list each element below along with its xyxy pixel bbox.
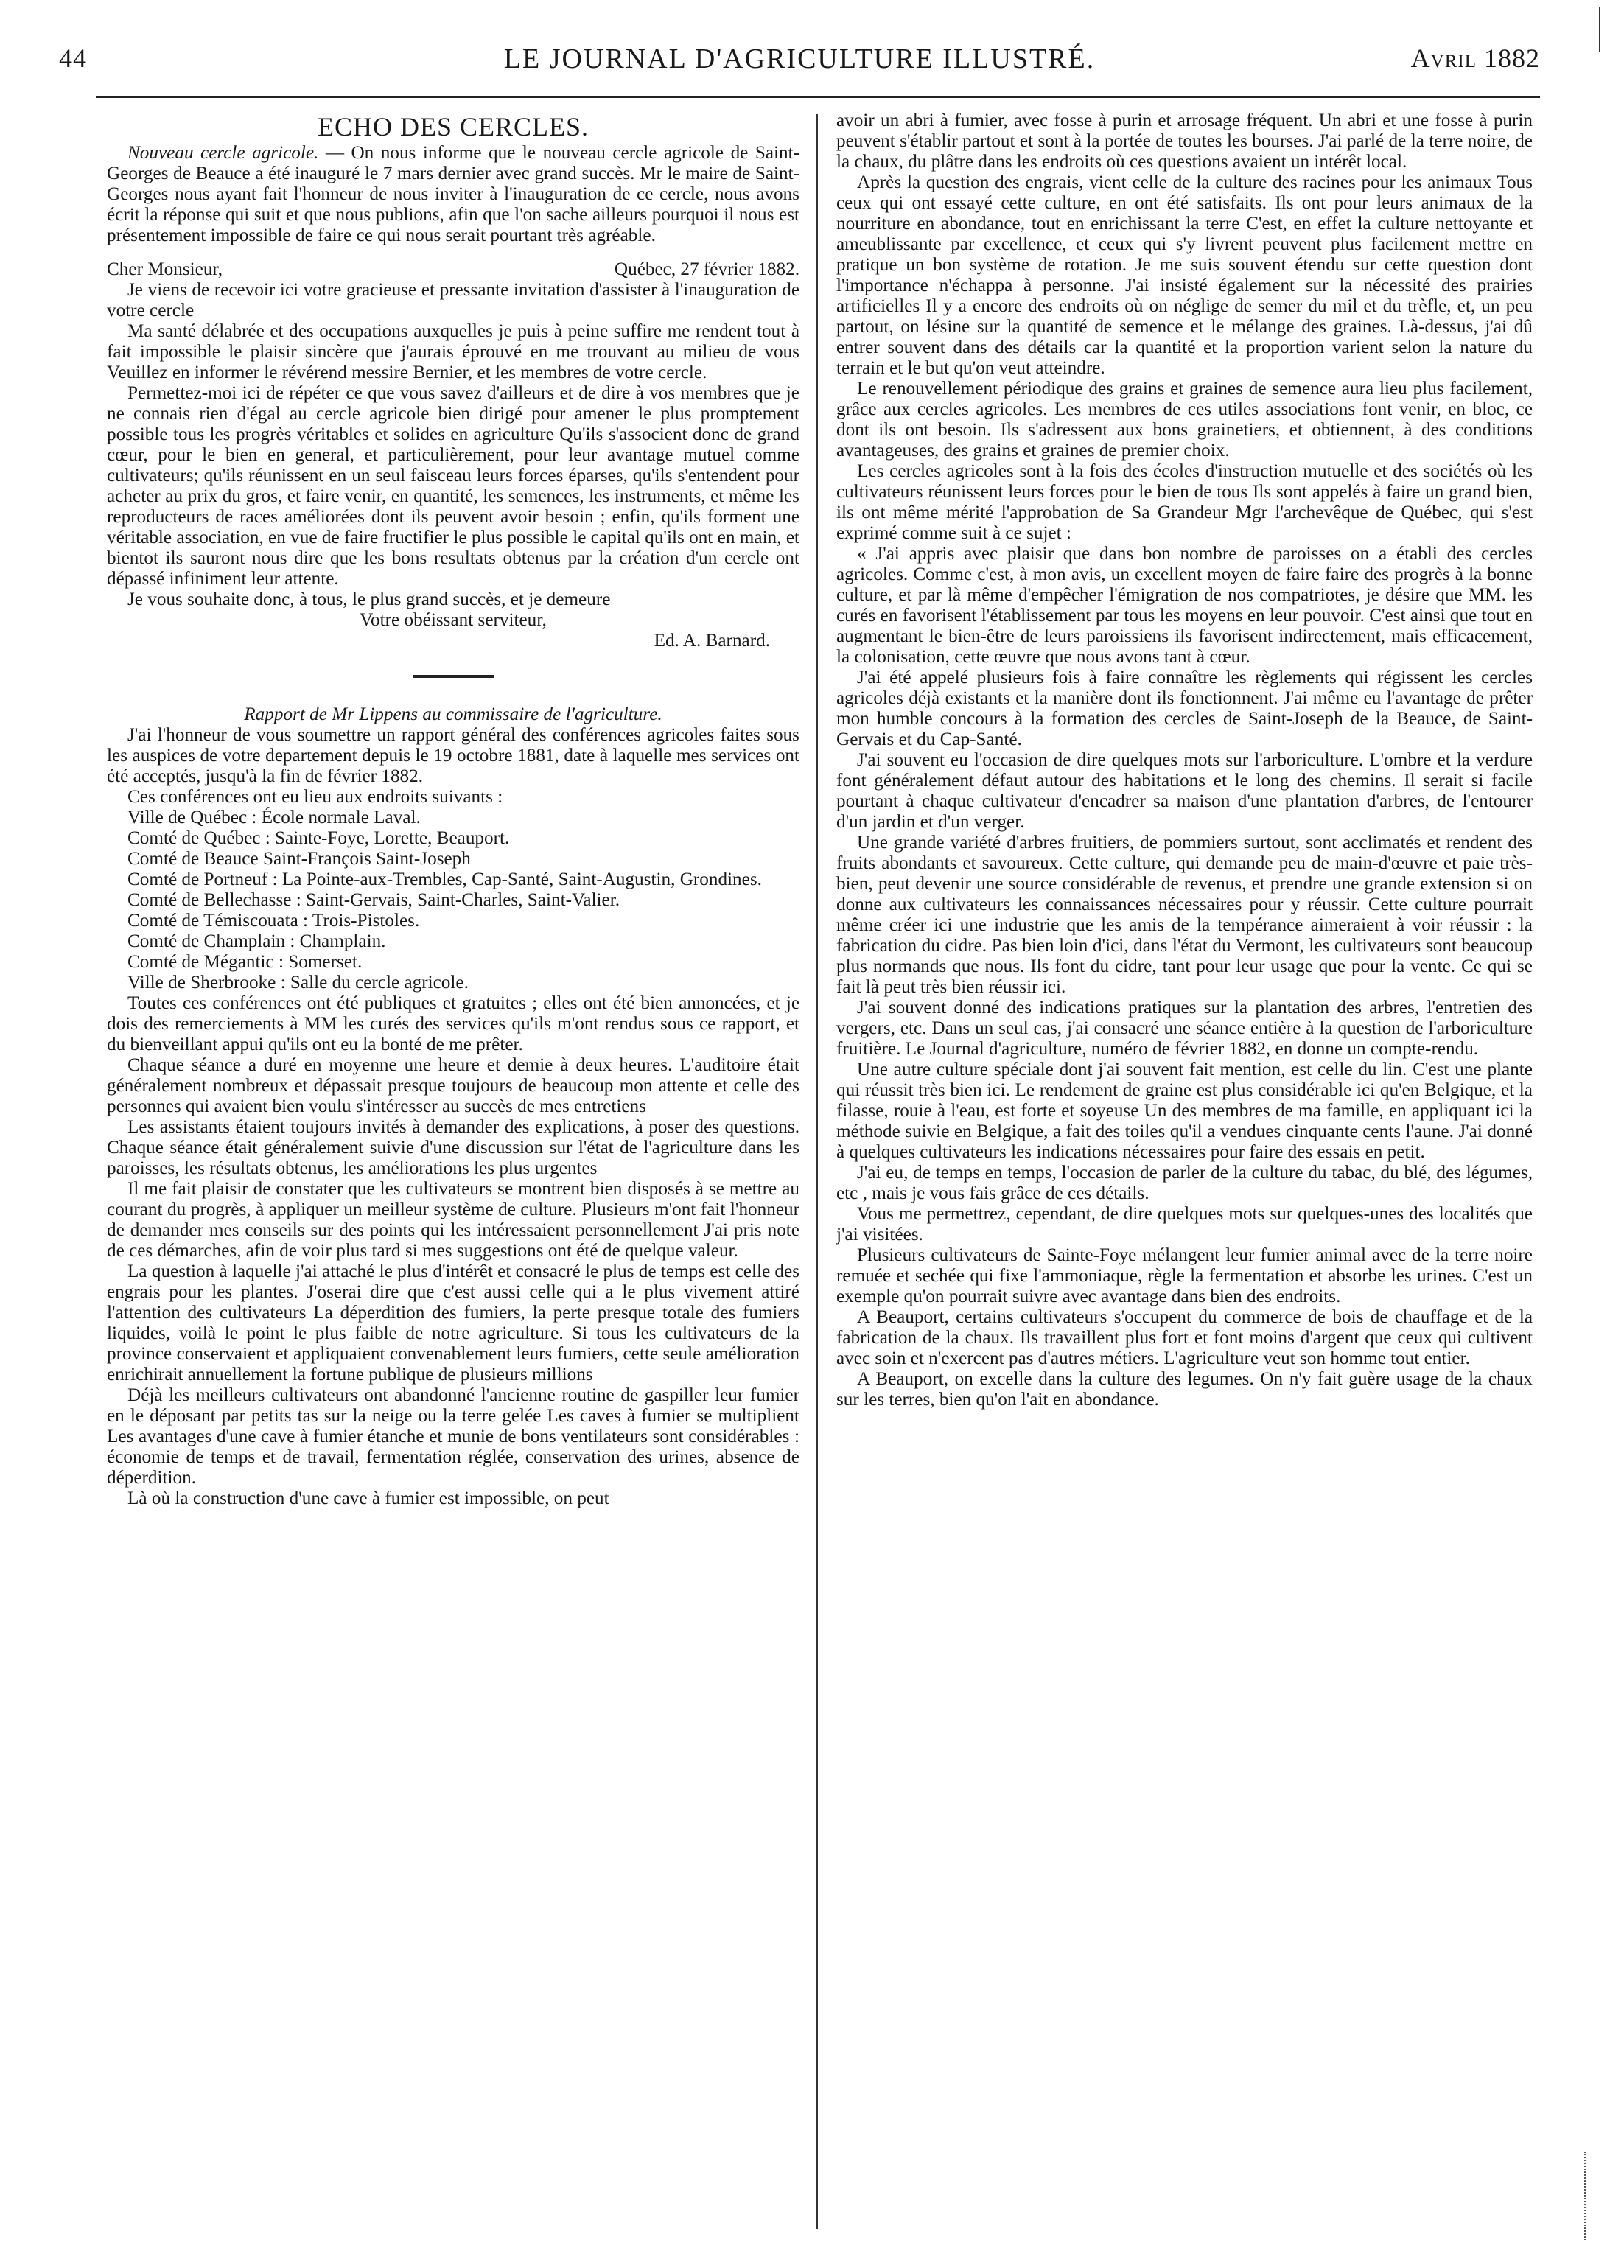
section-title: ECHO DES CERCLES. <box>317 112 589 141</box>
intro-text: — On nous informe que le nouveau cercle agricole de Saint-Georges de Beauce a été inauguré le 7 mars dernier avec grand succès. Mr le maire de Saint-Georges nous ayant fait l'honneur de nous inviter à l'inauguration de ce cercle, nous avons écrit la réponse qui suit et que nous publions, afin que l'on sache ailleurs pourquoi il nous est présentement impossible de faire ce qui nous serait pourtant très agréable. <box>107 143 799 245</box>
report-paragraph: Déjà les meilleurs cultivateurs ont abandonné l'ancienne routine de gaspiller leur fumier en le déposant par petits tas sur la neige ou la terre gelée Les caves à fumier se multiplient Les avantages d'une cave à fumier étanche et munie de bons ventilateurs sont considérables : économie de temps et de travail, fermentation réglée, conservation des urines, absence de déperdition. <box>107 1385 799 1488</box>
places-intro: Ces conférences ont eu lieu aux endroits suivants : <box>127 787 503 807</box>
scan-edge-mark <box>1584 2152 1589 2240</box>
place-item: Ville de Québec : École normale Laval. <box>127 808 421 827</box>
letter-paragraph: Je vous souhaite donc, à tous, le plus grand succès, et je demeure <box>127 589 611 609</box>
letter-paragraph: Je viens de recevoir ici votre gracieuse et pressante invitation d'assister à l'inauguration de votre cercle <box>107 280 799 321</box>
letter-date: Québec, 27 février 1882. <box>614 259 799 279</box>
report-paragraph: Le renouvellement périodique des grains et graines de semence aura lieu plus facilement, grâce aux cercles agricoles. Les membres de ces utiles associations font venir, en bloc, ce dont ils ont besoin. Ils s'adressent aux bons grainetiers, et obtiennent, à des conditions avantageuses, des grains et graines de premier choix. <box>836 379 1533 461</box>
report-paragraph: A Beauport, certains cultivateurs s'occupent du commerce de bois de chauffage et de la fabrication de la chaux. Ils travaillent plus fort et font moins d'argent que ceux qui cultivent avec soin et n'exercent pas d'autres métiers. L'agriculture veut son homme tout entier. <box>836 1307 1533 1368</box>
report-paragraph: Une grande variété d'arbres fruitiers, de pommiers surtout, sont acclimatés et rendent des fruits abondants et savoureux. Cette culture, qui demande peu de main-d'œuvre et paie très-bien, peut devenir une source considérable de revenus, et prendre une grande extension si on donne aux cultivateurs les connaissances nécessaires pour y réussir. Cette culture pourrait même créer ici une industrie que les amis de la tempérance aimeraient à voir réussir : la fabrication du cidre. Pas bien loin d'ici, dans l'état du Vermont, les cultivateurs sont beaucoup plus normands que nous. Ils font du cidre, tant pour leur usage que pour la vente. Ce qui se fait là peut très bien réussir ici. <box>836 833 1533 997</box>
report-paragraph: Toutes ces conférences ont été publiques et gratuites ; elles ont été bien annoncées, et je dois des remerciements à MM les curés des services qu'ils m'ont rendus sous ce rapport, et du bienveillant appui qu'ils ont eu la bonté de me prêter. <box>107 993 799 1054</box>
page-number: 44 <box>59 43 87 73</box>
report-paragraph: Chaque séance a duré en moyenne une heure et demie à deux heures. L'auditoire était généralement nombreux et dépassait presque toujours de beaucoup mon attente et celle des personnes qui avaient bien voulu s'intéresser au succès de mes entretiens <box>107 1055 799 1116</box>
salutation: Cher Monsieur, <box>107 259 223 279</box>
place-item: Comté de Québec : Sainte-Foye, Lorette, Beauport. <box>127 828 510 848</box>
place-item: Comté de Champlain : Champlain. <box>127 931 386 951</box>
letter-paragraph: Ma santé délabrée et des occupations auxquelles je puis à peine suffire me rendent tout à fait impossible le plaisir sincère que j'aurais éprouvé en me trouvant au milieu de vous Veuillez en informer le révérend messire Bernier, et les membres de votre cercle. <box>107 321 799 382</box>
issue-date: Avril 1882 <box>1410 43 1540 73</box>
journal-title: LE JOURNAL D'AGRICULTURE ILLUSTRÉ. <box>503 43 1096 74</box>
scan-edge-mark <box>1599 7 1605 52</box>
report-paragraph: J'ai eu, de temps en temps, l'occasion de parler de la culture du tabac, du blé, des légumes, etc , mais je vous fais grâce de ces détails. <box>836 1163 1533 1203</box>
letter-header <box>107 259 799 280</box>
place-item: Comté de Beauce Saint-François Saint-Joseph <box>127 849 471 869</box>
letter-paragraph: Permettez-moi ici de répéter ce que vous savez d'ailleurs et de dire à vos membres que je ne connais rien d'égal au cercle agricole bien dirigé pour amener le plus promptement possible tous les progrès véritables et solides en agriculture Qu'ils s'associent donc de grand cœur, pour le bien en general, et particulièrement, pour leur avantage mutuel comme cultivateurs; qu'ils réunissent en un seul faisceau leurs forces éparses, qu'ils s'entendent pour acheter au prix du gros, et faire venir, en quantité, les semences, les instruments, et même les reproducteurs de races améliorées dont ils peuvent avoir besoin ; enfin, qu'ils forment une véritable association, en vue de faire fructifier le plus possible le capital qu'ils ont en main, et bientot ils sauront nous dire que les bons resultats obtenus par la création d'un cercle ont dépassé infiniment leur attente. <box>107 383 799 589</box>
running-header <box>59 43 1540 84</box>
report-intro: J'ai l'honneur de vous soumettre un rapport général des conférences agricoles faites sous les auspices de votre departement depuis le 19 octobre 1881, date à laquelle mes services ont été acceptés, jusqu'à la fin de février 1882. <box>107 725 799 786</box>
right-column <box>836 111 1533 1410</box>
header-rule <box>96 96 1540 98</box>
report-paragraph: A Beauport, on excelle dans la culture des legumes. On n'y fait guère usage de la chaux sur les terres, bien qu'on l'ait en abondance. <box>836 1369 1533 1410</box>
column-divider <box>816 114 818 2229</box>
report-paragraph: Il me fait plaisir de constater que les cultivateurs se montrent bien disposés à se mettre au courant du progrès, à appliquer un meilleur système de culture. Plusieurs m'ont fait l'honneur de demander mes conseils sur des points qui les intéressaient personnellement J'ai pris note de ces démarches, afin de voir plus tard si mes suggestions ont été de quelque valeur. <box>107 1179 799 1261</box>
report-paragraph: Là où la construction d'une cave à fumier est impossible, on peut <box>127 1488 609 1508</box>
report-paragraph: Vous me permettrez, cependant, de dire quelques mots sur quelques-unes des localités que j'ai visitées. <box>836 1204 1533 1245</box>
quoted-paragraph: « J'ai appris avec plaisir que dans bon nombre de paroisses on a établi des cercles agricoles. Comme c'est, à mon avis, un excellent moyen de faire faire des progrès à la bonne culture, et par là même d'empêcher l'émigration de nos compatriotes, je désire que MM. les curés en favorisent l'établissement par tous les moyens en leur pouvoir. C'est ainsi que tout en augmentant le bien-être de leurs paroissiens ils favorisent indirectement, mais efficacement, la colonisation, cette œuvre que nous avons tant à cœur. <box>836 544 1533 667</box>
place-item: Comté de Mégantic : Somerset. <box>127 952 363 972</box>
report-paragraph: Les cercles agricoles sont à la fois des écoles d'instruction mutuelle et des sociétés où les cultivateurs réunissent leurs forces pour le bien de tous Ils sont appelés à faire un grand bien, ils ont même mérité l'approbation de Sa Grandeur Mgr l'archevêque de Québec, qui s'est exprimé comme suit à ce sujet : <box>836 461 1533 543</box>
report-title: Rapport de Mr Lippens au commissaire de l'agriculture. <box>244 704 662 724</box>
section-separator <box>413 675 494 678</box>
place-item: Comté de Témiscouata : Trois-Pistoles. <box>127 911 420 931</box>
report-paragraph: Les assistants étaient toujours invités à demander des explications, à poser des questions. Chaque séance était généralement suivie d'une discussion sur l'état de l'agriculture dans les paroisses, les résultats obtenus, les améliorations les plus urgentes <box>107 1117 799 1178</box>
letter-signature: Ed. A. Barnard. <box>654 631 770 651</box>
left-column <box>107 111 799 1509</box>
letter-closing: Votre obéissant serviteur, <box>360 610 547 630</box>
report-paragraph: Après la question des engrais, vient celle de la culture des racines pour les animaux Tous ceux qui ont essayé cette culture, en ont été satisfaits. Ils ont pour leurs animaux de la nourriture en abondance, tout en enrichissant la terre C'est, en effet la culture nettoyante et ameublissante par excellence, et ceux qui s'y livrent peuvent plus facilement mettre en pratique un bon système de rotation. Je me suis souvent étendu sur cette question dont l'importance n'échappa à personne. J'ai insisté également sur la nécessité des prairies artificielles Il y a encore des endroits où on néglige de semer du mil et du trèfle, et, un peu partout, on lésine sur la quantité de semence et le mélange des graines. Là-dessus, j'ai dû entrer souvent dans des détails car la quantité et la proportion varient selon la nature du terrain et le but qu'on veut atteindre. <box>836 172 1533 378</box>
intro-paragraph <box>107 143 799 246</box>
report-paragraph: J'ai été appelé plusieurs fois à faire connaître les règlements qui régissent les cercles agricoles déjà existants et la manière dont ils fonctionnent. J'ai même eu l'avantage de prêter mon humble concours à la formation des cercles de Saint-Joseph de la Beauce, de Saint-Gervais et du Cap-Santé. <box>836 668 1533 749</box>
report-paragraph: J'ai souvent eu l'occasion de dire quelques mots sur l'arboriculture. L'ombre et la verdure font généralement défaut autour des habitations et le long des chemins. Il serait si facile pourtant à chaque cultivateur d'encadrer sa maison d'une plantation d'arbres, de l'entourer d'un jardin et d'un verger. <box>836 750 1533 832</box>
report-paragraph: J'ai souvent donné des indications pratiques sur la plantation des arbres, l'entretien des vergers, etc. Dans un seul cas, j'ai consacré une séance entière à la question de l'arboriculture fruitière. Le Journal d'agriculture, numéro de février 1882, en donne un compte-rendu. <box>836 998 1533 1059</box>
place-item: Comté de Portneuf : La Pointe-aux-Trembles, Cap-Santé, Saint-Augustin, Grondines. <box>127 869 762 889</box>
place-item: Ville de Sherbrooke : Salle du cercle agricole. <box>127 973 469 993</box>
report-paragraph: La question à laquelle j'ai attaché le plus d'intérêt et consacré le plus de temps est celle des engrais pour les plantes. J'oserai dire que c'est aussi celle qui a le plus vivement attiré l'attention des cultivateurs La déperdition des fumiers, la perte presque totale des fumiers liquides, voilà le point le plus faible de notre agriculture. Si tous les cultivateurs de la province conservaient et appliquaient convenablement leurs fumiers, cette seule amélioration enrichirait annuellement la fortune publique de plusieurs millions <box>107 1261 799 1385</box>
intro-lead: Nouveau cercle agricole. <box>127 143 319 163</box>
report-paragraph: Plusieurs cultivateurs de Sainte-Foye mélangent leur fumier animal avec de la terre noire remuée et sechée qui fixe l'ammoniaque, règle la fermentation et absorbe les urines. C'est un exemple qu'on pourrait suivre avec avantage dans bien des endroits. <box>836 1245 1533 1306</box>
report-paragraph: Une autre culture spéciale dont j'ai souvent fait mention, est celle du lin. C'est une plante qui réussit très bien ici. Le rendement de graine est plus considérable ici qu'en Belgique, et la filasse, rouie à l'eau, est forte et soyeuse Un des membres de ma famille, en appliquant ici la méthode suivie en Belgique, a fait des toiles qu'il a vendues cinquante cents l'aune. J'ai donné à quelques cultivateurs les indications nécessaires pour faire des essais en petit. <box>836 1060 1533 1162</box>
place-item: Comté de Bellechasse : Saint-Gervais, Saint-Charles, Saint-Valier. <box>127 890 620 910</box>
report-paragraph: avoir un abri à fumier, avec fosse à purin et arrosage fréquent. Un abri et une fosse à purin peuvent s'établir partout et sont à la portée de toutes les bourses. J'ai parlé de la terre noire, de la chaux, du plâtre dans les endroits où ces questions avaient un intérêt local. <box>836 111 1533 172</box>
